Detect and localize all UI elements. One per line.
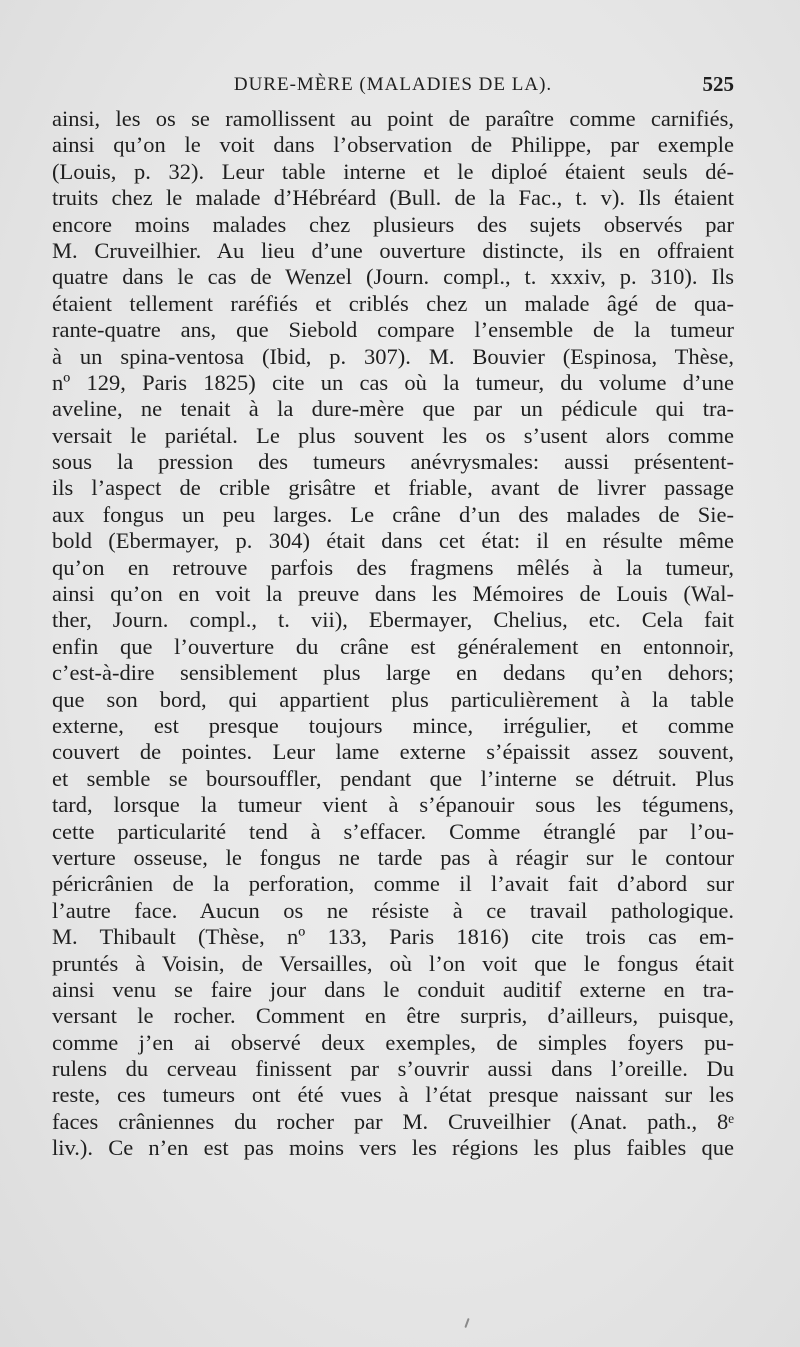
text-line: cette particularité tend à s’effacer. Comme étranglé par l’ou- — [52, 818, 734, 844]
text-line: aux fongus un peu larges. Le crâne d’un des malades de Sie- — [52, 501, 734, 527]
text-line: verture osseuse, le fongus ne tarde pas à réagir sur le contour — [52, 844, 734, 870]
text-line: bold (Ebermayer, p. 304) était dans cet état: il en résulte même — [52, 528, 734, 554]
text-line: qu’on en retrouve parfois des fragmens mêlés à la tumeur, — [52, 554, 734, 580]
running-title: DURE-MÈRE (MALADIES DE LA). — [233, 74, 553, 95]
text-line: ainsi qu’on le voit dans l’observation de Philippe, par exemple — [52, 132, 734, 158]
text-line: c’est-à-dire sensiblement plus large en dedans qu’en dehors; — [52, 660, 734, 686]
text-line: comme j’en ai observé deux exemples, de simples foyers pu- — [52, 1029, 734, 1055]
text-line: (Louis, p. 32). Leur table interne et le diploé étaient seuls dé- — [52, 158, 734, 184]
page-header — [52, 72, 734, 102]
text-line: nº 129, Paris 1825) cite un cas où la tumeur, du volume d’une — [52, 369, 734, 395]
text-line: et semble se boursouffler, pendant que l’interne se détruit. Plus — [52, 765, 734, 791]
text-line: quatre dans le cas de Wenzel (Journ. compl., t. xxxiv, p. 310). Ils — [52, 264, 734, 290]
text-line: étaient tellement raréfiés et criblés chez un malade âgé de qua- — [52, 290, 734, 316]
text-line: l’autre face. Aucun os ne résiste à ce travail pathologique. — [52, 897, 734, 923]
text-line: à un spina-ventosa (Ibid, p. 307). M. Bouvier (Espinosa, Thèse, — [52, 343, 734, 369]
text-line: ainsi venu se faire jour dans le conduit auditif externe en tra- — [52, 976, 734, 1002]
text-line: rante-quatre ans, que Siebold compare l’ensemble de la tumeur — [52, 317, 734, 343]
text-line: externe, est presque toujours mince, irrégulier, et comme — [52, 712, 734, 738]
text-line: que son bord, qui appartient plus particulièrement à la table — [52, 686, 734, 712]
text-line: péricrânien de la perforation, comme il l’avait fait d’abord sur — [52, 871, 734, 897]
text-line: versait le pariétal. Le plus souvent les os s’usent alors comme — [52, 422, 734, 448]
text-line: truits chez le malade d’Hébréard (Bull. de la Fac., t. v). Ils étaient — [52, 185, 734, 211]
text-line: sous la pression des tumeurs anévrysmales: aussi présentent- — [52, 449, 734, 475]
body-text — [52, 106, 734, 1162]
text-line: versant le rocher. Comment en être surpris, d’ailleurs, puisque, — [52, 1003, 734, 1029]
paper-blemish — [464, 1318, 469, 1328]
text-line: couvert de pointes. Leur lame externe s’épaissit assez souvent, — [52, 739, 734, 765]
text-line: pruntés à Voisin, de Versailles, où l’on voit que le fongus était — [52, 950, 734, 976]
text-line: rulens du cerveau finissent par s’ouvrir aussi dans l’oreille. Du — [52, 1056, 734, 1082]
text-line: ainsi, les os se ramollissent au point de paraître comme carnifiés, — [52, 106, 734, 131]
text-line: tard, lorsque la tumeur vient à s’épanouir sous les tégumens, — [52, 792, 734, 818]
text-line: reste, ces tumeurs ont été vues à l’état presque naissant sur les — [52, 1082, 734, 1108]
text-line: M. Thibault (Thèse, nº 133, Paris 1816) cite trois cas em- — [52, 924, 734, 950]
text-line: faces crâniennes du rocher par M. Cruveilhier (Anat. path., 8ᵉ — [52, 1108, 734, 1134]
page-number: 525 — [702, 72, 734, 96]
text-line: ils l’aspect de crible grisâtre et friable, avant de livrer passage — [52, 475, 734, 501]
text-line: aveline, ne tenait à la dure-mère que par un pédicule qui tra- — [52, 396, 734, 422]
text-line: liv.). Ce n’en est pas moins vers les régions les plus faibles que — [52, 1135, 734, 1161]
text-line: ainsi qu’on en voit la preuve dans les Mémoires de Louis (Wal- — [52, 581, 734, 607]
text-line: M. Cruveilhier. Au lieu d’une ouverture distincte, ils en offraient — [52, 237, 734, 263]
text-line: encore moins malades chez plusieurs des sujets observés par — [52, 211, 734, 237]
text-line: ther, Journ. compl., t. vii), Ebermayer, Chelius, etc. Cela fait — [52, 607, 734, 633]
text-line: enfin que l’ouverture du crâne est généralement en entonnoir, — [52, 633, 734, 659]
